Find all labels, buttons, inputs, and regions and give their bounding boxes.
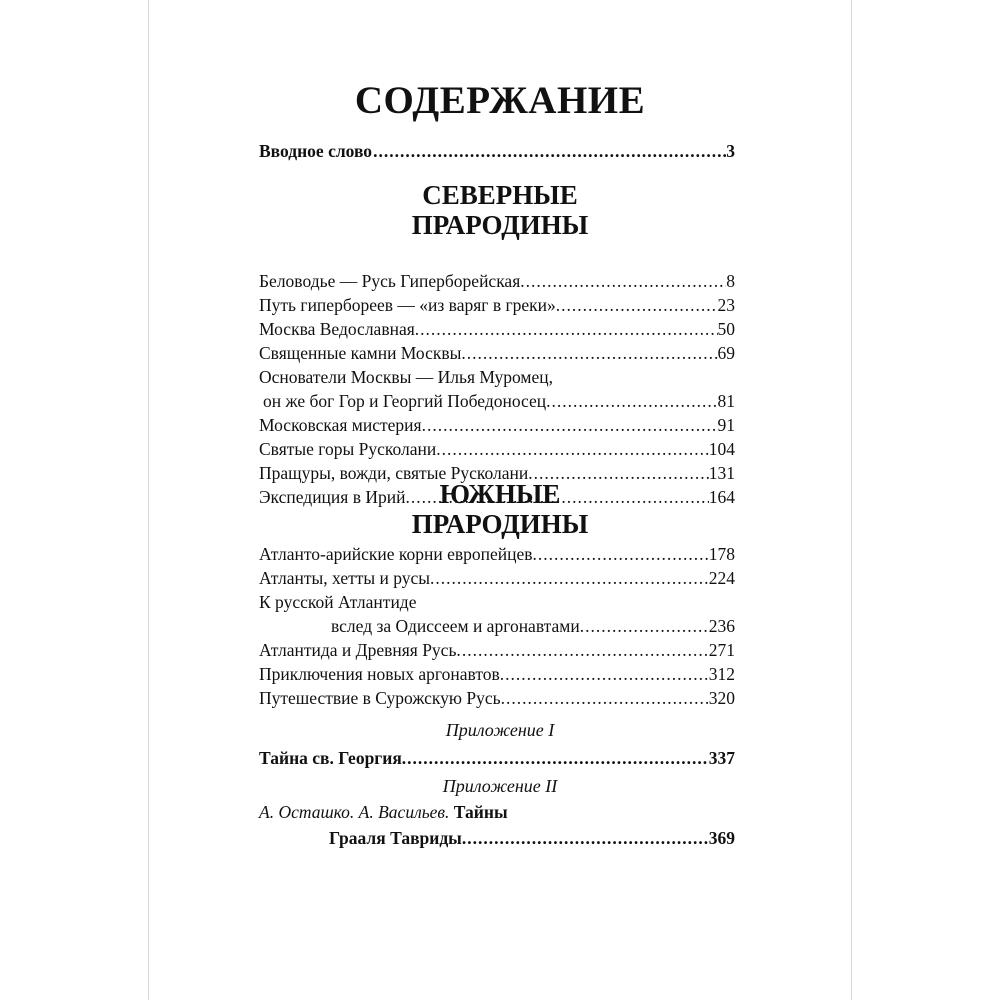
toc-entry bbox=[259, 317, 735, 341]
appendix-2-authors: А. Осташко. А. Васильев. bbox=[259, 802, 450, 822]
toc-entry-title: Атланто-арийские корни европейцев. bbox=[259, 544, 537, 564]
dot-leader bbox=[426, 413, 718, 437]
dot-leader bbox=[466, 341, 718, 365]
toc-entry-title: Путешествие в Сурожскую Русь. bbox=[259, 688, 505, 708]
toc-entry bbox=[259, 686, 735, 710]
toc-entry bbox=[259, 614, 735, 638]
appendix-1-label: Приложение I bbox=[445, 720, 555, 740]
toc-entry-page: 8 bbox=[726, 271, 735, 291]
dot-leader bbox=[419, 317, 717, 341]
toc-entry-title: Священные камни Москвы. bbox=[259, 343, 466, 363]
toc-entry-page: 3 bbox=[726, 141, 735, 161]
toc-entry-page: 337 bbox=[708, 748, 735, 768]
page-title: СОДЕРЖАНИЕ bbox=[354, 79, 646, 122]
toc-entry-title: Путь гипербореев — «из варяг в греки». bbox=[259, 295, 561, 315]
dot-leader bbox=[406, 746, 709, 770]
dot-leader bbox=[441, 437, 709, 461]
section-heading-line: ЮЖНЫЕ bbox=[439, 479, 561, 509]
toc-entry-title: Московская мистерия. bbox=[259, 415, 426, 435]
toc-entry bbox=[259, 542, 735, 566]
toc-entry-title: Пращуры, вожди, святые Русколани. bbox=[259, 463, 533, 483]
dot-leader bbox=[584, 614, 709, 638]
toc-entry bbox=[259, 341, 735, 365]
dot-leader bbox=[560, 293, 717, 317]
toc-entry-title: Грааля Тавриды. bbox=[329, 828, 467, 848]
toc-entry bbox=[259, 413, 735, 437]
section-heading-line: ПРАРОДИНЫ bbox=[411, 509, 589, 539]
section-heading-line: ПРАРОДИНЫ bbox=[411, 210, 589, 240]
toc-entry-page: 104 bbox=[708, 439, 735, 459]
toc-entry-title: Экспедиция в Ирий. bbox=[259, 487, 410, 507]
toc-entry bbox=[259, 566, 735, 590]
toc-entry-title: Тайна св. Георгия. bbox=[259, 748, 407, 768]
toc-entry-first-line: К русской Атлантиде bbox=[259, 592, 417, 612]
toc-entry-page: 164 bbox=[708, 487, 735, 507]
toc-entry-appendix-2 bbox=[259, 826, 735, 850]
appendix-2-first-line bbox=[259, 800, 735, 824]
toc-entry-title: Приключения новых аргонавтов. bbox=[259, 664, 505, 684]
toc-entry bbox=[259, 437, 735, 461]
toc-entry bbox=[259, 638, 735, 662]
section-heading-line: СЕВЕРНЫЕ bbox=[422, 180, 578, 210]
toc-entry-page: 236 bbox=[708, 616, 735, 636]
toc-entry-page: 178 bbox=[708, 544, 735, 564]
toc-entry-page: 81 bbox=[717, 391, 735, 411]
dot-leader bbox=[461, 638, 709, 662]
appendix-2-label: Приложение II bbox=[442, 776, 558, 796]
toc-entry-page: 271 bbox=[708, 640, 735, 660]
dot-leader bbox=[551, 389, 718, 413]
toc-entry bbox=[259, 269, 735, 293]
toc-entry-title: Святые горы Русколани. bbox=[259, 439, 441, 459]
toc-entry-title: Атлантида и Древняя Русь. bbox=[259, 640, 461, 660]
dot-leader bbox=[466, 826, 709, 850]
toc-entry-page: 369 bbox=[708, 828, 735, 848]
dot-leader bbox=[504, 662, 709, 686]
toc-entry bbox=[259, 662, 735, 686]
section-heading-south bbox=[149, 479, 851, 539]
dot-leader bbox=[525, 269, 727, 293]
toc-entry-title: вслед за Одиссеем и аргонавтами. bbox=[331, 616, 585, 636]
dot-leader bbox=[505, 686, 709, 710]
toc-entry-first-line: Основатели Москвы — Илья Муромец, bbox=[259, 367, 554, 387]
appendix-2-title-part1: Тайны bbox=[453, 802, 508, 822]
toc-entry bbox=[259, 293, 735, 317]
toc-entry-title: он же бог Гор и Георгий Победоносец. bbox=[263, 391, 551, 411]
toc-entry-title: Москва Ведославная. bbox=[259, 319, 420, 339]
toc-entry-page: 91 bbox=[717, 415, 735, 435]
toc-entry-title: Вводное слово bbox=[259, 141, 373, 161]
toc-entry-page: 69 bbox=[717, 343, 735, 363]
dot-leader bbox=[537, 542, 709, 566]
dot-leader bbox=[434, 566, 708, 590]
toc-entry-page: 224 bbox=[708, 568, 735, 588]
toc-entry-appendix-1 bbox=[259, 746, 735, 770]
toc-entry-title: Атланты, хетты и русы. bbox=[259, 568, 435, 588]
toc-entry-intro bbox=[259, 139, 735, 163]
toc-entry-page: 320 bbox=[708, 688, 735, 708]
book-page bbox=[148, 0, 852, 1000]
dot-leader bbox=[372, 139, 726, 163]
section-heading-north bbox=[149, 180, 851, 240]
toc-entry-title: Беловодье — Русь Гиперборейская. bbox=[259, 271, 525, 291]
toc-entry-page: 131 bbox=[708, 463, 735, 483]
toc-entry-page: 312 bbox=[708, 664, 735, 684]
toc-entry-page: 50 bbox=[717, 319, 735, 339]
toc-entry-page: 23 bbox=[717, 295, 735, 315]
toc-entry bbox=[259, 389, 735, 413]
